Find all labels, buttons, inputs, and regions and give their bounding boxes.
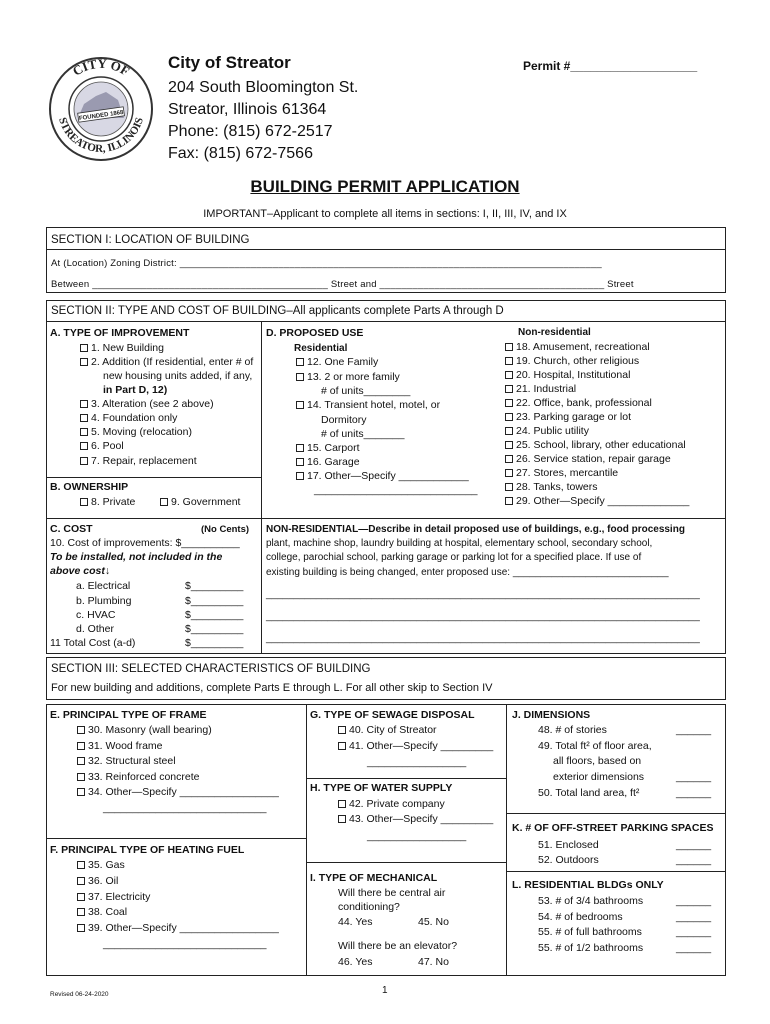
not-included-note: To be installed, not included in the (50, 551, 223, 563)
city-sewage-option[interactable]: 40. City of Streator (336, 724, 437, 737)
section-3-heading: SECTION III: SELECTED CHARACTERISTICS OF BUILDING (51, 663, 371, 675)
multi-family-units-field[interactable]: # of units________ (321, 385, 411, 397)
church-option[interactable]: 19. Church, other religious (503, 355, 639, 368)
school-option[interactable]: 25. School, library, other educational (503, 439, 686, 452)
floor-area-label-2: all floors, based on (553, 755, 642, 767)
part-g-heading: G. TYPE OF SEWAGE DISPOSAL (310, 709, 475, 721)
part-e-heading: E. PRINCIPAL TYPE OF FRAME (50, 709, 207, 721)
central-air-question: Will there be central air (338, 887, 446, 899)
new-building-option[interactable]: 1. New Building (78, 342, 164, 355)
private-ownership-option[interactable]: 8. Private (78, 496, 135, 509)
non-residential-subheading: Non-residential (518, 327, 591, 338)
electrical-label: a. Electrical (76, 580, 131, 592)
section-2-heading: SECTION II: TYPE AND COST OF BUILDING–All applicants complete Parts A through D (51, 305, 504, 317)
frame-other-option[interactable]: 34. Other—Specify _________________ (75, 786, 279, 799)
elevator-yes[interactable]: 46. Yes (338, 956, 373, 968)
three-quarter-bath-field[interactable]: ______ (676, 895, 712, 907)
page-number: 1 (382, 985, 388, 996)
sewage-other-line[interactable]: _________________ (367, 756, 467, 768)
water-other-line[interactable]: _________________ (367, 830, 467, 842)
water-other-option[interactable]: 43. Other—Specify _________ (336, 813, 493, 826)
proposed-use-line-3[interactable]: ______________________________________________________________________________ (266, 633, 700, 644)
fuel-other-option[interactable]: 39. Other—Specify _________________ (75, 922, 279, 935)
nonres-description-3: college, parochial school, parking garage or parking lot for a specified place. If use of (266, 552, 642, 563)
floor-area-label-3: exterior dimensions (553, 771, 645, 783)
pool-option[interactable]: 6. Pool (78, 440, 124, 453)
zoning-district-field[interactable]: At (Location) Zoning District: _____________________________________________________________________________ (51, 258, 602, 269)
city-name: City of Streator (168, 53, 291, 72)
office-option[interactable]: 22. Office, bank, professional (503, 397, 652, 410)
other-cost-label: d. Other (76, 623, 114, 635)
plumbing-cost-field[interactable]: $_________ (185, 595, 244, 607)
fax-line: Fax: (815) 672-7566 (168, 145, 313, 162)
foundation-option[interactable]: 4. Foundation only (78, 412, 177, 425)
permit-number-field[interactable]: Permit #___________________ (523, 59, 698, 73)
amusement-option[interactable]: 18. Amusement, recreational (503, 341, 650, 354)
no-cents-note: (No Cents) (201, 524, 250, 535)
enclosed-parking-field[interactable]: ______ (676, 839, 712, 851)
multi-family-option[interactable]: 13. 2 or more family (294, 371, 400, 384)
svg-text:CITY OF (70, 56, 132, 79)
hvac-label: c. HVAC (76, 609, 116, 621)
other-cost-field[interactable]: $_________ (185, 623, 244, 635)
important-note: IMPORTANT–Applicant to complete all items in sections: I, II, III, IV, and IX (203, 208, 567, 220)
enclosed-parking-label: 51. Enclosed (538, 839, 599, 851)
proposed-use-line-1[interactable]: ______________________________________________________________________________ (266, 589, 700, 600)
masonry-option[interactable]: 30. Masonry (wall bearing) (75, 724, 212, 737)
alteration-option[interactable]: 3. Alteration (see 2 above) (78, 398, 214, 411)
full-bath-label: 55. # of full bathrooms (538, 926, 642, 938)
oil-option[interactable]: 36. Oil (75, 875, 118, 888)
part-d-heading: D. PROPOSED USE (266, 327, 364, 339)
plumbing-label: b. Plumbing (76, 595, 132, 607)
above-cost-note: above cost↓ (50, 565, 111, 577)
city-state-line: Streator, Illinois 61364 (168, 101, 327, 118)
hospital-option[interactable]: 20. Hospital, Institutional (503, 369, 630, 382)
addition-note: new housing units added, if any, (103, 370, 253, 382)
electrical-cost-field[interactable]: $_________ (185, 580, 244, 592)
central-air-no[interactable]: 45. No (418, 916, 449, 928)
cost-of-improvements-field[interactable]: 10. Cost of improvements: $__________ (50, 537, 240, 549)
outdoor-parking-field[interactable]: ______ (676, 854, 712, 866)
private-water-option[interactable]: 42. Private company (336, 798, 445, 811)
reinforced-concrete-option[interactable]: 33. Reinforced concrete (75, 771, 199, 784)
city-seal-logo (48, 56, 154, 162)
total-cost-label: 11 Total Cost (a-d) (50, 637, 136, 649)
land-area-label: 50. Total land area, ft² (538, 787, 640, 799)
transient-hotel-option[interactable]: 14. Transient hotel, motel, or (294, 399, 440, 412)
one-family-option[interactable]: 12. One Family (294, 356, 378, 369)
elevator-question: Will there be an elevator? (338, 940, 458, 952)
proposed-use-line-2[interactable]: ______________________________________________________________________________ (266, 611, 700, 622)
moving-option[interactable]: 5. Moving (relocation) (78, 426, 192, 439)
industrial-option[interactable]: 21. Industrial (503, 383, 576, 396)
gas-option[interactable]: 35. Gas (75, 859, 125, 872)
fuel-other-line[interactable]: ____________________________ (103, 938, 267, 950)
half-bath-label: 55. # of 1/2 bathrooms (538, 942, 644, 954)
parking-garage-option[interactable]: 23. Parking garage or lot (503, 411, 631, 424)
part-b-heading: B. OWNERSHIP (50, 481, 129, 493)
repair-option[interactable]: 7. Repair, replacement (78, 455, 197, 468)
part-j-heading: J. DIMENSIONS (512, 709, 591, 721)
garage-option[interactable]: 16. Garage (294, 456, 360, 469)
addition-option[interactable]: 2. Addition (If residential, enter # of (78, 356, 253, 369)
part-i-heading: I. TYPE OF MECHANICAL (310, 872, 438, 884)
address-line: 204 South Bloomington St. (168, 79, 359, 96)
coal-option[interactable]: 38. Coal (75, 906, 127, 919)
bedrooms-label: 54. # of bedrooms (538, 911, 623, 923)
public-utility-option[interactable]: 24. Public utility (503, 425, 589, 438)
nonres-other-option[interactable]: 29. Other—Specify ______________ (503, 495, 689, 508)
bedrooms-field[interactable]: ______ (676, 911, 712, 923)
full-bath-field[interactable]: ______ (676, 926, 712, 938)
residential-other-option[interactable]: 17. Other—Specify ____________ (294, 470, 469, 483)
dormitory-label: Dormitory (321, 414, 367, 426)
outdoor-parking-label: 52. Outdoors (538, 854, 599, 866)
section-1-heading: SECTION I: LOCATION OF BUILDING (51, 234, 250, 246)
structural-steel-option[interactable]: 32. Structural steel (75, 755, 176, 768)
stories-field[interactable]: ______ (676, 724, 712, 736)
part-h-heading: H. TYPE OF WATER SUPPLY (310, 782, 453, 794)
seal-bottom-text: STREATOR, ILLINOIS (56, 116, 146, 156)
central-air-question-2: conditioning? (338, 901, 400, 913)
addition-note-2: in Part D, 12) (103, 384, 168, 396)
sewage-other-option[interactable]: 41. Other—Specify _________ (336, 740, 493, 753)
part-l-heading: L. RESIDENTIAL BLDGs ONLY (512, 879, 664, 891)
three-quarter-bath-label: 53. # of 3/4 bathrooms (538, 895, 644, 907)
between-streets-field[interactable]: Between ___________________________________________ Street and _________________________________________ Street (51, 279, 634, 290)
stores-option[interactable]: 27. Stores, mercantile (503, 467, 618, 480)
hvac-cost-field[interactable]: $_________ (185, 609, 244, 621)
part-f-heading: F. PRINCIPAL TYPE OF HEATING FUEL (50, 844, 245, 856)
seal-founded-text: FOUNDED 1868 (78, 109, 124, 123)
proposed-use-field[interactable]: existing building is being changed, enter proposed use: ____________________________ (266, 567, 669, 578)
section-3-instructions: For new building and additions, complete Parts E through L. For all other skip to Section IV (51, 682, 493, 694)
wood-frame-option[interactable]: 31. Wood frame (75, 740, 163, 753)
nonres-description-1: NON-RESIDENTIAL—Describe in detail proposed use of buildings, e.g., food processing (266, 524, 685, 535)
stories-label: 48. # of stories (538, 724, 607, 736)
total-cost-field[interactable]: $_________ (185, 637, 244, 649)
tanks-option[interactable]: 28. Tanks, towers (503, 481, 598, 494)
part-k-heading: K. # OF OFF-STREET PARKING SPACES (512, 822, 714, 834)
electricity-option[interactable]: 37. Electricity (75, 891, 150, 904)
frame-other-line[interactable]: ____________________________ (103, 802, 267, 814)
hotel-units-field[interactable]: # of units_______ (321, 428, 405, 440)
central-air-yes[interactable]: 44. Yes (338, 916, 373, 928)
land-area-field[interactable]: ______ (676, 787, 712, 799)
phone-line: Phone: (815) 672-2517 (168, 123, 333, 140)
residential-subheading: Residential (294, 343, 348, 354)
seal-top-text: CITY OF (69, 56, 133, 79)
floor-area-field[interactable]: ______ (676, 771, 712, 783)
residential-other-line[interactable]: ____________________________ (314, 484, 478, 496)
nonres-description-2: plant, machine shop, laundry building at hospital, elementary school, secondary school, (266, 538, 653, 549)
part-a-heading: A. TYPE OF IMPROVEMENT (50, 327, 190, 339)
page-title: BUILDING PERMIT APPLICATION (250, 177, 520, 196)
floor-area-label: 49. Total ft² of floor area, (538, 740, 652, 752)
half-bath-field[interactable]: ______ (676, 942, 712, 954)
government-ownership-option[interactable]: 9. Government (158, 496, 240, 509)
carport-option[interactable]: 15. Carport (294, 442, 360, 455)
part-c-heading: C. COST (50, 523, 93, 535)
elevator-no[interactable]: 47. No (418, 956, 449, 968)
revised-date: Revised 06-24-2020 (50, 991, 109, 998)
service-station-option[interactable]: 26. Service station, repair garage (503, 453, 671, 466)
